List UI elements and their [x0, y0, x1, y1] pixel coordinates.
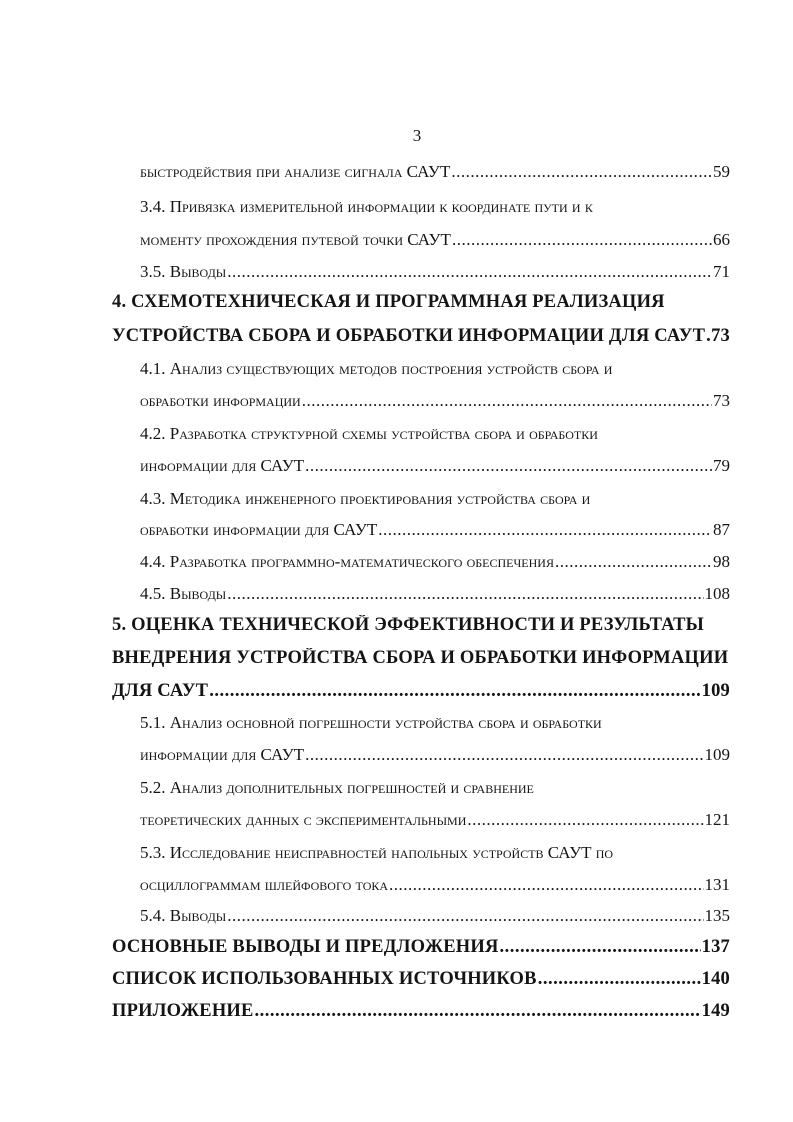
toc-entry[interactable] [140, 713, 730, 733]
toc-chapter[interactable] [112, 292, 730, 313]
toc-chapter-title: 5. ОЦЕНКА ТЕХНИЧЕСКОЙ ЭФФЕКТИВНОСТИ И РЕЗУЛЬТАТЫ [112, 615, 705, 635]
toc-entry-title: 5.2. Анализ дополнительных погрешностей и сравнение [140, 778, 534, 797]
toc-chapter-title: ДЛЯ САУТ [112, 681, 209, 701]
toc-chapter-page: 149 [701, 1001, 730, 1021]
toc-chapter-title: 4. СХЕМОТЕХНИЧЕСКАЯ И ПРОГРАММНАЯ РЕАЛИЗАЦИЯ [112, 292, 665, 312]
toc-entry-title: 4.3. Методика инженерного проектирования устройства сбора и [140, 489, 591, 508]
toc-chapter[interactable] [112, 1001, 730, 1022]
toc-entry-title: теоретических данных с экспериментальными [140, 810, 467, 829]
dot-leader [227, 262, 712, 282]
toc-entry[interactable] [140, 359, 730, 379]
dot-leader [227, 906, 703, 926]
toc-entry-page: 79 [713, 456, 730, 475]
dot-leader [467, 810, 703, 830]
dot-leader [305, 456, 712, 476]
dot-leader [255, 1001, 701, 1022]
toc-entry-title: 4.5. Выводы [140, 584, 227, 603]
toc-entry[interactable] [140, 906, 730, 926]
toc-entry-title: 4.1. Анализ существующих методов построения устройств сбора и [140, 359, 613, 378]
toc-entry[interactable] [140, 810, 730, 830]
toc-chapter-title: СПИСОК ИСПОЛЬЗОВАННЫХ ИСТОЧНИКОВ [112, 969, 537, 989]
toc-chapter[interactable] [112, 937, 730, 958]
toc-entry-title: 5.3. Исследование неисправностей напольных устройств САУТ по [140, 843, 614, 862]
toc-chapter-title: УСТРОЙСТВА СБОРА И ОБРАБОТКИ ИНФОРМАЦИИ ДЛЯ САУТ [112, 326, 706, 346]
toc-entry[interactable] [140, 262, 730, 282]
toc-entry-title: 4.2. Разработка структурной схемы устройства сбора и обработки [140, 424, 598, 443]
toc-entry-title: обработки информации [140, 391, 301, 410]
toc-entry-title: обработки информации для САУТ [140, 520, 378, 539]
toc-entry[interactable] [140, 875, 730, 895]
toc-chapter-page: 137 [701, 937, 730, 957]
toc-chapter-title: ПРИЛОЖЕНИЕ [112, 1001, 254, 1021]
toc-entry-title: осциллограммам шлейфового тока [140, 875, 389, 894]
toc-chapter-title: ВНЕДРЕНИЯ УСТРОЙСТВА СБОРА И ОБРАБОТКИ ИНФОРМАЦИИ [112, 648, 729, 668]
toc-entry-title: 5.1. Анализ основной погрешности устройства сбора и обработки [140, 713, 602, 732]
toc-entry[interactable] [140, 584, 730, 604]
toc-chapter[interactable] [112, 969, 730, 990]
toc-entry-title: моменту прохождения путевой точки САУТ [140, 230, 451, 249]
toc-entry[interactable] [140, 489, 730, 509]
toc-entry-page: 66 [713, 230, 730, 249]
toc-entry-page: 73 [713, 391, 730, 410]
toc-entry[interactable] [140, 424, 730, 444]
toc-entry-title: быстродействия при анализе сигнала САУТ [140, 162, 451, 181]
toc-chapter-page: 73 [711, 326, 730, 346]
toc-entry-page: 109 [704, 745, 730, 764]
toc-entry[interactable] [140, 230, 730, 250]
dot-leader [305, 745, 703, 765]
toc-chapter[interactable] [112, 648, 730, 669]
toc-entry-title: 3.5. Выводы [140, 262, 227, 281]
toc-entry-page: 59 [713, 162, 730, 181]
page-number: 3 [412, 126, 422, 145]
toc-entry[interactable] [140, 162, 730, 182]
toc-entry-page: 121 [704, 810, 730, 829]
toc-entry-title: 4.4. Разработка программно-математического обеспечения [140, 552, 554, 571]
toc-entry[interactable] [140, 520, 730, 540]
toc-chapter-page: 109 [701, 681, 730, 701]
toc-entry-page: 87 [713, 520, 730, 539]
dot-leader [500, 937, 701, 958]
toc-entry[interactable] [140, 745, 730, 765]
toc-chapter[interactable] [112, 615, 730, 636]
toc-entry[interactable] [140, 843, 730, 863]
toc-entry[interactable] [140, 456, 730, 476]
dot-leader [452, 230, 712, 250]
toc-entry[interactable] [140, 391, 730, 411]
toc-entry-page: 98 [713, 552, 730, 571]
dot-leader [538, 969, 701, 990]
toc-entry-title: информации для САУТ [140, 745, 305, 764]
toc-entry[interactable] [140, 778, 730, 798]
dot-leader [302, 391, 712, 411]
toc-chapter[interactable] [112, 326, 730, 347]
dot-leader [555, 552, 712, 572]
toc-entry[interactable] [140, 197, 730, 217]
toc-chapter[interactable] [112, 681, 730, 702]
dot-leader [389, 875, 703, 895]
toc-chapter-title: ОСНОВНЫЕ ВЫВОДЫ И ПРЕДЛОЖЕНИЯ [112, 937, 499, 957]
dot-leader [378, 520, 712, 540]
toc-chapter-page: 140 [701, 969, 730, 989]
toc-entry-page: 131 [704, 875, 730, 894]
dot-leader [227, 584, 703, 604]
toc-entry-title: 5.4. Выводы [140, 906, 227, 925]
toc-entry-page: 71 [713, 262, 730, 281]
toc-entry[interactable] [140, 552, 730, 572]
toc-entry-page: 108 [704, 584, 730, 603]
dot-leader [209, 681, 700, 702]
dot-leader [706, 326, 710, 347]
toc-entry-title: информации для САУТ [140, 456, 305, 475]
toc-entry-title: 3.4. Привязка измерительной информации к координате пути и к [140, 197, 593, 216]
toc-entry-page: 135 [704, 906, 730, 925]
dot-leader [451, 162, 712, 182]
